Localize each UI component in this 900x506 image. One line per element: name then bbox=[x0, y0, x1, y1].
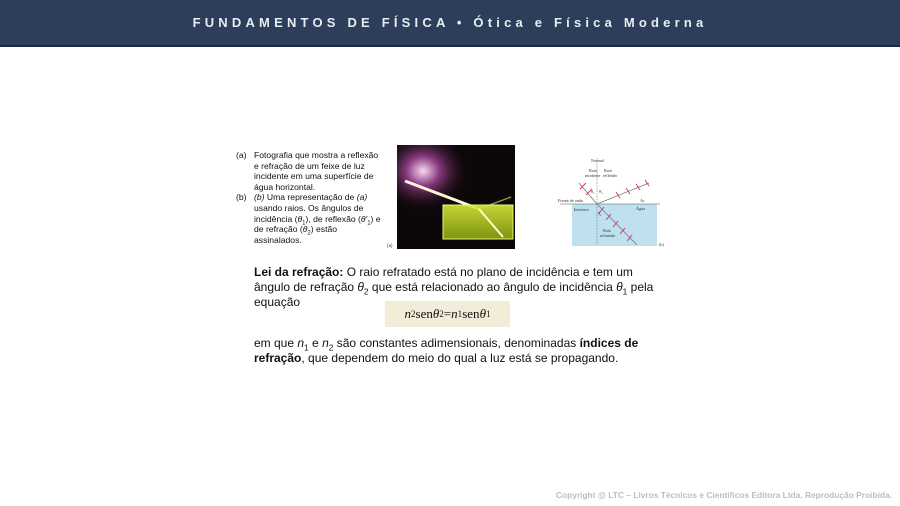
eq-n1: n bbox=[451, 306, 458, 321]
eq-equals: = bbox=[443, 306, 452, 321]
after-sub2: 2 bbox=[328, 342, 334, 353]
refraction-index-paragraph bbox=[254, 336, 654, 366]
caption-theta1: θ bbox=[297, 213, 303, 224]
refraction-photo bbox=[385, 145, 515, 249]
caption-text-a: Fotografia que mostra a reflexão e refração de um feixe de luz incidente em uma superfície de água horizontal. bbox=[254, 150, 379, 192]
copyright-notice: Copyright @ LTC – Livros Técnicos e Científicos Editora Ltda. Reprodução Proibida. bbox=[555, 490, 892, 500]
eq-theta2: θ bbox=[432, 306, 440, 321]
diagram-label: (b) bbox=[659, 242, 664, 247]
caption-theta2: θ bbox=[302, 224, 308, 235]
label-wavefront: Frente de onda bbox=[558, 198, 583, 203]
caption-b-text5: ) estão assinalados. bbox=[254, 224, 338, 245]
snell-equation: n 2 sen θ 2 = n 1 sen θ 1 bbox=[385, 301, 510, 327]
figure-caption bbox=[236, 150, 382, 245]
law-text3: pela equação bbox=[254, 280, 654, 309]
caption-label-b: (b) bbox=[236, 192, 247, 203]
label-theta2: θ₂ bbox=[598, 211, 602, 216]
caption-text-b bbox=[254, 192, 382, 245]
after-text2: são constantes adimensionais, denominadas bbox=[333, 336, 580, 350]
label-reflected-2: refletido bbox=[603, 173, 618, 178]
caption-theta1p: θ′ bbox=[360, 213, 368, 224]
law-text2: que está relacionado ao ângulo de incidência bbox=[368, 280, 617, 294]
caption-b-text3: ), de reflexão ( bbox=[305, 213, 361, 224]
law-text1: O raio refratado está no plano de incidência e tem um ângulo de refração bbox=[254, 265, 633, 294]
photo-water-tank bbox=[443, 205, 513, 239]
label-theta1: θ₁ bbox=[591, 189, 595, 194]
eq-sen-a: sen bbox=[415, 306, 433, 321]
label-interface: Interface bbox=[574, 207, 589, 212]
after-text1: em que bbox=[254, 336, 298, 350]
law-theta2: θ bbox=[357, 280, 364, 294]
label-water: Água bbox=[636, 206, 646, 211]
refraction-index-term: índices de refração bbox=[254, 336, 639, 365]
after-text3: , que dependem do meio do qual a luz está se propagando. bbox=[301, 351, 619, 365]
label-normal: Normal bbox=[591, 158, 604, 163]
caption-b-ref: (a) bbox=[356, 192, 368, 203]
label-incident-1: Raio bbox=[589, 168, 597, 173]
header-bar bbox=[0, 0, 900, 47]
after-sub1: 1 bbox=[304, 342, 309, 353]
caption-item-a bbox=[236, 150, 382, 192]
label-reflected-1: Raio bbox=[604, 168, 612, 173]
caption-sub1p: 1 bbox=[367, 220, 371, 227]
after-n1: n bbox=[297, 336, 305, 350]
label-incident-2: incidente bbox=[585, 173, 601, 178]
law-theta1: θ bbox=[616, 280, 623, 294]
caption-b-text4: ) e de refração ( bbox=[254, 213, 381, 235]
after-n2: n bbox=[322, 336, 329, 350]
eq-theta1: θ bbox=[479, 306, 486, 321]
caption-b-text1: Uma representação de bbox=[264, 192, 357, 203]
header-title: FUNDAMENTOS DE FÍSICA • Ótica e Física Moderna bbox=[192, 15, 708, 30]
law-title: Lei da refração: bbox=[254, 265, 344, 279]
refraction-diagram bbox=[555, 153, 670, 249]
label-theta1-prime: θ′₁ bbox=[599, 189, 604, 194]
label-refracted-1: Raio bbox=[603, 228, 611, 233]
label-air: Ar bbox=[640, 198, 645, 203]
law-sub1: 1 bbox=[622, 286, 628, 297]
caption-label-a: (a) bbox=[236, 150, 247, 160]
after-and: e bbox=[308, 336, 323, 350]
eq-n2: n bbox=[404, 306, 411, 321]
caption-b-text2: usando raios. Os ângulos de incidência ( bbox=[254, 202, 364, 224]
eq-sen-b: sen bbox=[462, 306, 480, 321]
law-sub2: 2 bbox=[363, 286, 369, 297]
label-refracted-2: refratado bbox=[600, 233, 616, 238]
photo-label: (a) bbox=[387, 243, 393, 248]
caption-sub2: 2 bbox=[307, 230, 311, 237]
caption-sub1: 1 bbox=[302, 220, 306, 227]
caption-item-b bbox=[236, 192, 382, 245]
caption-b-ref-self: (b) bbox=[254, 192, 265, 203]
